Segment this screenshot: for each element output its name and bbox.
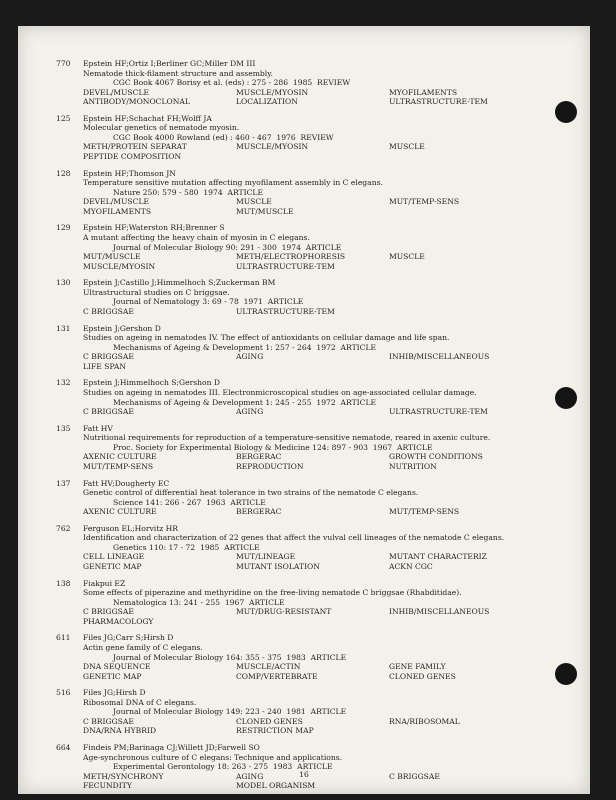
keyword: PEPTIDE COMPOSITION (83, 152, 182, 162)
bibliography-entry (56, 223, 526, 271)
keyword-row (56, 362, 526, 372)
entry-header (56, 479, 526, 489)
entry-header (56, 114, 526, 124)
keyword-row (56, 207, 526, 217)
keyword: MUT/TEMP-SENS (389, 197, 460, 207)
entry-authors: Epstein HF;Waterston RH;Brenner S (83, 223, 225, 233)
punch-hole-bottom (555, 663, 577, 685)
entry-title: Temperature sensitive mutation affecting myofilament assembly in C elegans. (83, 178, 383, 188)
keyword: DNA/RNA HYBRID (83, 726, 157, 736)
entry-authors: Findeis PM;Barinaga CJ;Willett JD;Farwell SO (83, 743, 260, 753)
bibliography-entry (56, 278, 526, 316)
keyword-row (56, 617, 526, 627)
keyword: AXENIC CULTURE (83, 507, 157, 517)
entry-source: Nematologica 13: 241 - 255 1967 ARTICLE (113, 597, 285, 607)
keyword-row (56, 197, 526, 207)
keyword: MUT/TEMP-SENS (83, 461, 154, 471)
entry-source: Science 141: 266 - 267 1963 ARTICLE (113, 497, 266, 507)
bibliography-entry (56, 633, 526, 681)
keyword: ACKN CGC (389, 562, 433, 571)
keyword: MUSCLE (389, 142, 425, 152)
keyword: MUTANT ISOLATION (236, 562, 320, 571)
keyword: PHARMACOLOGY (83, 616, 154, 626)
entry-authors: Ferguson EL;Horvitz HR (83, 523, 178, 533)
keyword: MUT/MUSCLE (236, 206, 294, 216)
bibliography-entry (56, 743, 526, 791)
entry-id: 125 (56, 113, 71, 123)
entry-title: Identification and characterization of 22 genes that affect the vulval cell lineages of the nematode C elegans. (83, 533, 505, 543)
keyword: DEVEL/MUSCLE (83, 87, 150, 97)
keyword-row (56, 452, 526, 462)
keyword-row (56, 252, 526, 262)
entry-authors: Files JG;Carr S;Hirsh D (83, 633, 174, 643)
bibliography-entry (56, 378, 526, 416)
keyword: AGING (236, 407, 264, 417)
entry-title: Nutritional requirements for reproduction of a temperature-sensitive nematode, reared in axenic culture. (83, 433, 491, 443)
entry-title: Actin gene family of C elegans. (83, 643, 203, 653)
entry-source: Journal of Molecular Biology 164: 355 - 375 1983 ARTICLE (113, 652, 347, 662)
entry-id: 135 (56, 423, 71, 433)
entry-source: CGC Book 4000 Rowland (ed) : 460 - 467 1976 REVIEW (113, 132, 334, 142)
keyword-row (56, 97, 526, 107)
entry-authors: Fatt HV (83, 423, 113, 433)
keyword: MODEL ORGANISM (236, 781, 316, 791)
entry-authors: Files JG;Hirsh D (83, 688, 146, 698)
entry-id: 137 (56, 478, 71, 488)
keyword-row (56, 552, 526, 562)
bibliography-entry (56, 688, 526, 736)
keyword: INHIB/MISCELLANEOUS (389, 607, 490, 617)
page-number: 16 (299, 770, 309, 779)
bibliography-entry (56, 479, 526, 517)
keyword: MUTANT CHARACTERIZ (389, 552, 487, 562)
bibliography-entry (56, 579, 526, 627)
entry-id: 130 (56, 278, 71, 288)
keyword: ULTRASTRUCTURE-TEM (236, 306, 335, 316)
keyword-row (56, 672, 526, 682)
punch-hole-top (555, 101, 577, 123)
entry-authors: Epstein J;Gershon D (83, 323, 161, 333)
bibliography-entry (56, 59, 526, 107)
entry-source: Experimental Gerontology 18: 263 - 275 1983 ARTICLE (113, 762, 333, 772)
keyword: MYOFILAMENTS (83, 206, 152, 216)
keyword: METH/SYNCHRONY (83, 771, 164, 781)
keyword: BERGERAC (236, 452, 282, 462)
keyword: C BRIGGSAE (83, 352, 134, 362)
keyword: MUSCLE/MYOSIN (236, 87, 309, 97)
keyword: AXENIC CULTURE (83, 452, 157, 462)
entry-id: 131 (56, 323, 71, 333)
keyword: C BRIGGSAE (83, 716, 134, 726)
keyword: COMP/VERTEBRATE (236, 671, 318, 681)
entry-title: Ultrastructural studies on C briggsae. (83, 287, 230, 297)
punch-hole-middle (555, 387, 577, 409)
keyword: AGING (236, 771, 264, 781)
entry-header (56, 633, 526, 643)
keyword-row (56, 781, 526, 791)
entry-id: 129 (56, 223, 71, 233)
keyword: RESTRICTION MAP (236, 726, 314, 736)
entry-source: CGC Book 4067 Borisy et al. (eds) : 275 - 286 1985 REVIEW (113, 78, 351, 88)
keyword: CLONED GENES (389, 671, 456, 681)
keyword: MUSCLE/MYOSIN (83, 261, 156, 271)
entry-authors: Epstein J;Castillo J;Himmelhoch S;Zuckerman BM (83, 278, 276, 288)
keyword: INHIB/MISCELLANEOUS (389, 352, 490, 362)
bibliography-entry (56, 114, 526, 162)
keyword: NUTRITION (389, 461, 437, 471)
entry-title: Age-synchronous culture of C elegans: Technique and applications. (83, 752, 343, 762)
keyword-row (56, 352, 526, 362)
keyword: GENETIC MAP (83, 671, 142, 681)
keyword-row (56, 88, 526, 98)
keyword-row (56, 307, 526, 317)
keyword: MUT/DRUG-RESISTANT (236, 607, 332, 617)
keyword-row (56, 407, 526, 417)
entry-source: Journal of Molecular Biology 90: 291 - 300 1974 ARTICLE (113, 242, 342, 252)
entry-authors: Fiakpui EZ (83, 578, 126, 588)
keyword: LOCALIZATION (236, 97, 298, 107)
entry-title: Nematode thick-filament structure and assembly. (83, 68, 273, 78)
entry-id: 516 (56, 688, 71, 698)
keyword-row (56, 607, 526, 617)
keyword: FECUNDITY (83, 781, 132, 791)
keyword: ULTRASTRUCTURE-TEM (236, 261, 335, 271)
entry-title: Studies on ageing in nematodes III. Electronmicroscopical studies on age-associated cellular damage. (83, 387, 477, 397)
entry-id: 132 (56, 378, 71, 388)
keyword: ANTIBODY/MONOCLONAL (83, 97, 190, 107)
entry-id: 762 (56, 523, 71, 533)
keyword: CELL LINEAGE (83, 552, 145, 562)
entry-source: Genetics 110: 17 - 72 1985 ARTICLE (113, 542, 260, 552)
entry-source: Journal of Nematology 3: 69 - 78 1971 ARTICLE (113, 297, 304, 307)
entry-header (56, 378, 526, 388)
entry-header (56, 278, 526, 288)
keyword-row (56, 262, 526, 272)
keyword: MUSCLE (236, 197, 272, 207)
entry-title: Molecular genetics of nematode myosin. (83, 123, 240, 133)
keyword: BERGERAC (236, 507, 282, 517)
entry-id: 138 (56, 578, 71, 588)
keyword-row (56, 142, 526, 152)
entry-source: Nature 250: 579 - 580 1974 ARTICLE (113, 187, 264, 197)
keyword: C BRIGGSAE (389, 771, 440, 781)
bibliography-entry (56, 324, 526, 372)
bibliography-list (56, 59, 526, 798)
keyword: GENE FAMILY (389, 662, 446, 672)
keyword-row (56, 562, 526, 572)
bibliography-entry (56, 424, 526, 472)
keyword: REPRODUCTION (236, 461, 304, 471)
keyword: METH/PROTEIN SEPARAT (83, 142, 187, 152)
entry-title: Some effects of piperazine and methyridine on the free-living nematode C briggsae (Rhabditidae). (83, 588, 462, 598)
keyword: ULTRASTRUCTURE-TEM (389, 97, 488, 107)
keyword: RNA/RIBOSOMAL (389, 716, 460, 726)
keyword-row (56, 507, 526, 517)
keyword: GENETIC MAP (83, 562, 142, 571)
entry-header (56, 579, 526, 589)
entry-header (56, 424, 526, 434)
entry-authors: Epstein HF;Schachat FH;Wolff JA (83, 113, 212, 123)
entry-header (56, 59, 526, 69)
entry-source: Journal of Molecular Biology 149: 223 - 240 1981 ARTICLE (113, 707, 347, 717)
keyword-row (56, 462, 526, 472)
bibliography-entry (56, 524, 526, 572)
keyword: C BRIGGSAE (83, 306, 134, 316)
keyword-row (56, 726, 526, 736)
entry-authors: Fatt HV;Dougherty EC (83, 478, 170, 488)
keyword: MUT/MUSCLE (83, 252, 141, 262)
entry-authors: Epstein HF;Thomson JN (83, 168, 176, 178)
entry-header (56, 688, 526, 698)
keyword-row (56, 662, 526, 672)
entry-title: Ribosomal DNA of C elegans. (83, 697, 197, 707)
keyword: DEVEL/MUSCLE (83, 197, 150, 207)
keyword: MUSCLE/MYOSIN (236, 142, 309, 152)
keyword: DNA SEQUENCE (83, 662, 151, 672)
keyword: CLONED GENES (236, 716, 303, 726)
entry-authors: Epstein HF;Ortiz I;Berliner GC;Miller DM III (83, 59, 256, 68)
entry-source: Proc. Society for Experimental Biology & Medicine 124: 897 - 903 1967 ARTICLE (113, 442, 433, 452)
entry-id: 770 (56, 59, 71, 68)
entry-header (56, 524, 526, 534)
keyword: C BRIGGSAE (83, 407, 134, 417)
entry-header (56, 743, 526, 753)
keyword: MUT/LINEAGE (236, 552, 296, 562)
entry-id: 664 (56, 743, 71, 753)
keyword: METH/ELECTROPHORESIS (236, 252, 346, 262)
entry-source: Mechanisms of Ageing & Development 1: 257 - 264 1972 ARTICLE (113, 342, 377, 352)
keyword-row (56, 717, 526, 727)
keyword: LIFE SPAN (83, 361, 127, 371)
entry-id: 611 (56, 633, 71, 643)
entry-header (56, 223, 526, 233)
document-page (18, 26, 590, 794)
entry-header (56, 324, 526, 334)
entry-id: 128 (56, 168, 71, 178)
keyword: MUSCLE (389, 252, 425, 262)
keyword-row (56, 152, 526, 162)
keyword: C BRIGGSAE (83, 607, 134, 617)
entry-header (56, 169, 526, 179)
keyword: ULTRASTRUCTURE-TEM (389, 407, 488, 417)
keyword: MUT/TEMP-SENS (389, 507, 460, 517)
entry-source: Mechanisms of Ageing & Development 1: 245 - 255 1972 ARTICLE (113, 397, 377, 407)
entry-title: Studies on ageing in nematodes IV. The effect of antioxidants on cellular damage and life span. (83, 333, 450, 343)
entry-authors: Epstein J;Himmelhoch S;Gershon D (83, 378, 220, 388)
bibliography-entry (56, 169, 526, 217)
keyword: MYOFILAMENTS (389, 87, 458, 97)
entry-title: Genetic control of differential heat tolerance in two strains of the nematode C elegans. (83, 488, 419, 498)
entry-title: A mutant affecting the heavy chain of myosin in C elegans. (83, 233, 310, 243)
keyword: MUSCLE/ACTIN (236, 662, 301, 672)
keyword: GROWTH CONDITIONS (389, 452, 483, 462)
keyword: AGING (236, 352, 264, 362)
